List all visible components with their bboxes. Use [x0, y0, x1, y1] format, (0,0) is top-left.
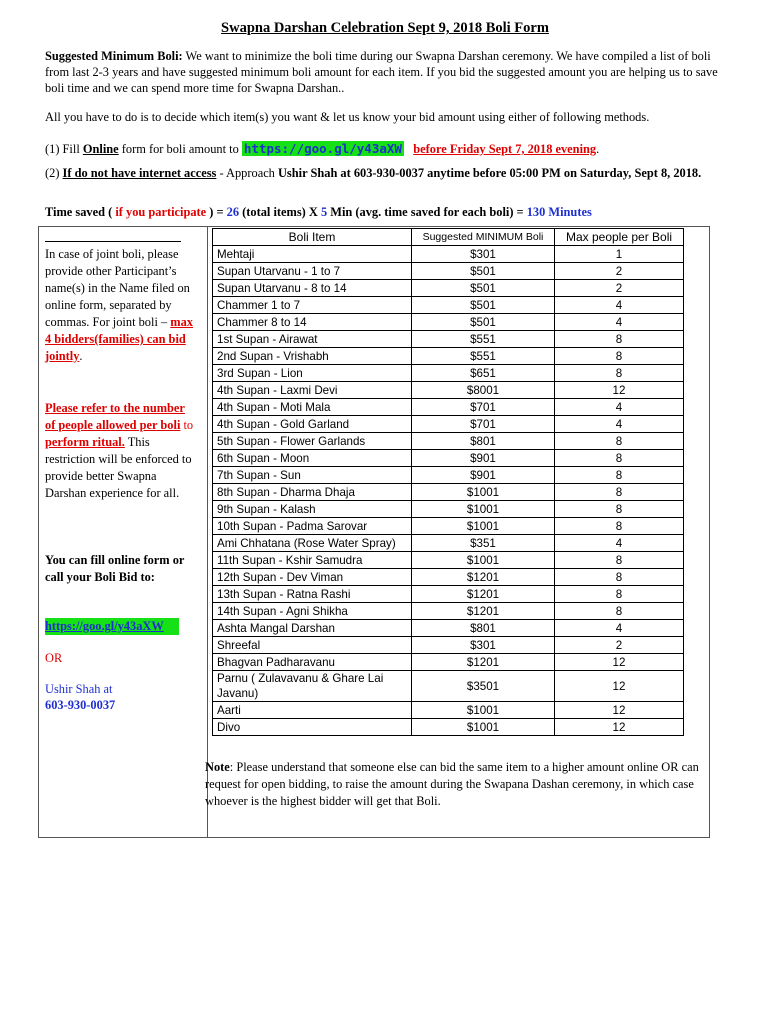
table-header-row	[213, 229, 684, 246]
cell-item: 5th Supan - Flower Garlands	[213, 433, 412, 450]
table-row	[213, 552, 684, 569]
cell-item: 8th Supan - Dharma Dhaja	[213, 484, 412, 501]
cell-amount: $1201	[412, 569, 555, 586]
cell-amount: $1201	[412, 603, 555, 620]
table-row	[213, 365, 684, 382]
cell-item: 1st Supan - Airawat	[213, 331, 412, 348]
fill-online-note: You can fill online form or call your Boli Bid to:	[45, 553, 185, 584]
table-row	[213, 671, 684, 702]
table-row	[213, 603, 684, 620]
cell-amount: $1001	[412, 552, 555, 569]
table-row	[213, 382, 684, 399]
cell-item: 7th Supan - Sun	[213, 467, 412, 484]
contact-phone: 603-930-0037	[45, 698, 116, 712]
table-row	[213, 620, 684, 637]
cell-item: 4th Supan - Moti Mala	[213, 399, 412, 416]
cell-item: Parnu ( Zulavavanu & Ghare Lai Javanu)	[213, 671, 412, 702]
cell-max: 2	[555, 280, 684, 297]
method-2: (2) If do not have internet access - Approach Ushir Shah at 603-930-0037 anytime before 05:00 PM on Saturday, Sept 8, 2018.	[45, 166, 702, 180]
cell-amount: $1001	[412, 719, 555, 736]
table-row	[213, 535, 684, 552]
table-row	[213, 637, 684, 654]
cell-item: Chammer 8 to 14	[213, 314, 412, 331]
cell-max: 2	[555, 637, 684, 654]
cell-item: 14th Supan - Agni Shikha	[213, 603, 412, 620]
cell-max: 8	[555, 569, 684, 586]
intro-paragraph: Suggested Minimum Boli: We want to minimize the boli time during our Swapna Darshan ceremony. We have compiled a list of boli from last 2-3 years and have suggested minimum boli amount for each item. If you bid the suggested amount you are helping us to save boli time and we can spend more time for Swapna Darshan..	[45, 49, 718, 95]
cell-max: 8	[555, 365, 684, 382]
methods-intro: All you have to do is to decide which item(s) you want & let us know your bid amount using either of following methods.	[45, 110, 650, 124]
cell-max: 12	[555, 671, 684, 702]
cell-max: 12	[555, 654, 684, 671]
cell-max: 8	[555, 467, 684, 484]
cell-max: 4	[555, 416, 684, 433]
header-boli-item: Boli Item	[213, 229, 412, 246]
note-paragraph: Note: Please understand that someone else can bid the same item to a higher amount online OR can request for open bidding, to raise the amount during the Swapana Dashan ceremony, in which case whoever is the highest bidder will get that Boli.	[205, 760, 699, 808]
cell-item: 3rd Supan - Lion	[213, 365, 412, 382]
cell-amount: $551	[412, 348, 555, 365]
table-row	[213, 569, 684, 586]
cell-max: 8	[555, 433, 684, 450]
cell-max: 1	[555, 246, 684, 263]
cell-max: 4	[555, 535, 684, 552]
cell-item: 9th Supan - Kalash	[213, 501, 412, 518]
cell-amount: $501	[412, 297, 555, 314]
cell-item: 4th Supan - Gold Garland	[213, 416, 412, 433]
table-row	[213, 263, 684, 280]
cell-max: 12	[555, 702, 684, 719]
cell-amount: $351	[412, 535, 555, 552]
cell-max: 4	[555, 297, 684, 314]
cell-item: 4th Supan - Laxmi Devi	[213, 382, 412, 399]
or-text: OR	[45, 651, 63, 665]
cell-amount: $301	[412, 637, 555, 654]
table-row	[213, 467, 684, 484]
table-row	[213, 246, 684, 263]
time-saved: Time saved ( if you participate ) = 26 (total items) X 5 Min (avg. time saved for each boli) = 130 Minutes	[45, 205, 592, 219]
online-form-link[interactable]: https://goo.gl/y43aXW	[243, 141, 402, 156]
cell-amount: $501	[412, 314, 555, 331]
table-row	[213, 450, 684, 467]
cell-max: 8	[555, 501, 684, 518]
cell-max: 8	[555, 331, 684, 348]
sidebar-link[interactable]: https://goo.gl/y43aXW	[45, 618, 179, 635]
cell-amount: $901	[412, 467, 555, 484]
table-row	[213, 297, 684, 314]
header-suggested-minimum: Suggested MINIMUM Boli	[412, 229, 555, 246]
method-1: (1) Fill Online form for boli amount to https://goo.gl/y43aXW before Friday Sept 7, 2018 evening.	[45, 141, 600, 156]
cell-max: 4	[555, 620, 684, 637]
cell-item: Aarti	[213, 702, 412, 719]
cell-item: 2nd Supan - Vrishabh	[213, 348, 412, 365]
cell-amount: $3501	[412, 671, 555, 702]
cell-amount: $551	[412, 331, 555, 348]
joint-boli-note: In case of joint boli, please provide other Participant’s name(s) in the Name filed on online form, separated by commas. For joint boli – max 4 bidders(families) can bid jointly.	[45, 247, 193, 363]
cell-max: 8	[555, 518, 684, 535]
cell-item: Mehtaji	[213, 246, 412, 263]
table-row	[213, 501, 684, 518]
cell-amount: $1201	[412, 586, 555, 603]
cell-item: 12th Supan - Dev Viman	[213, 569, 412, 586]
cell-item: Supan Utarvanu - 8 to 14	[213, 280, 412, 297]
table-row	[213, 484, 684, 501]
cell-item: Ashta Mangal Darshan	[213, 620, 412, 637]
cell-amount: $901	[412, 450, 555, 467]
cell-max: 2	[555, 263, 684, 280]
table-row	[213, 702, 684, 719]
cell-max: 8	[555, 603, 684, 620]
table-row	[213, 416, 684, 433]
cell-amount: $1001	[412, 484, 555, 501]
cell-item: 11th Supan - Kshir Samudra	[213, 552, 412, 569]
table-row	[213, 331, 684, 348]
cell-max: 8	[555, 586, 684, 603]
cell-max: 12	[555, 719, 684, 736]
cell-item: 10th Supan - Padma Sarovar	[213, 518, 412, 535]
cell-item: Shreefal	[213, 637, 412, 654]
boli-table	[212, 228, 684, 736]
cell-max: 8	[555, 484, 684, 501]
cell-item: Chammer 1 to 7	[213, 297, 412, 314]
cell-max: 8	[555, 348, 684, 365]
cell-amount: $1001	[412, 501, 555, 518]
cell-max: 4	[555, 314, 684, 331]
cell-amount: $701	[412, 399, 555, 416]
cell-amount: $501	[412, 280, 555, 297]
table-row	[213, 280, 684, 297]
header-max-people: Max people per Boli	[555, 229, 684, 246]
page-title: Swapna Darshan Celebration Sept 9, 2018 Boli Form	[221, 20, 549, 36]
cell-max: 8	[555, 450, 684, 467]
cell-max: 4	[555, 399, 684, 416]
cell-amount: $801	[412, 620, 555, 637]
cell-max: 12	[555, 382, 684, 399]
refer-note: Please refer to the number of people allowed per boli to perform ritual. This restriction will be enforced to provide better Swapna Darshan experience for all.	[45, 401, 194, 500]
cell-amount: $1001	[412, 702, 555, 719]
table-row	[213, 348, 684, 365]
sidebar-divider	[45, 241, 181, 242]
cell-item: Ami Chhatana (Rose Water Spray)	[213, 535, 412, 552]
table-row	[213, 719, 684, 736]
table-row	[213, 399, 684, 416]
cell-amount: $701	[412, 416, 555, 433]
table-row	[213, 586, 684, 603]
cell-item: 13th Supan - Ratna Rashi	[213, 586, 412, 603]
cell-item: 6th Supan - Moon	[213, 450, 412, 467]
cell-amount: $501	[412, 263, 555, 280]
table-row	[213, 433, 684, 450]
cell-amount: $8001	[412, 382, 555, 399]
contact-name: Ushir Shah at	[45, 682, 113, 696]
cell-amount: $801	[412, 433, 555, 450]
cell-max: 8	[555, 552, 684, 569]
cell-item: Divo	[213, 719, 412, 736]
cell-amount: $1001	[412, 518, 555, 535]
cell-amount: $651	[412, 365, 555, 382]
cell-item: Bhagvan Padharavanu	[213, 654, 412, 671]
table-row	[213, 314, 684, 331]
cell-item: Supan Utarvanu - 1 to 7	[213, 263, 412, 280]
table-row	[213, 654, 684, 671]
table-row	[213, 518, 684, 535]
cell-amount: $1201	[412, 654, 555, 671]
cell-amount: $301	[412, 246, 555, 263]
